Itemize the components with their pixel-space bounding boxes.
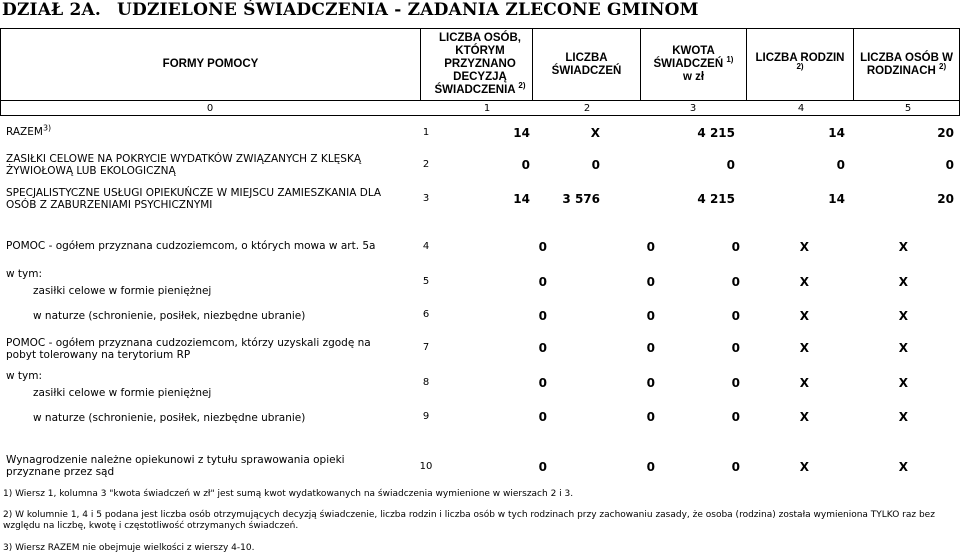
row7-col3: 0 bbox=[731, 341, 740, 355]
header-persons-count: LICZBA OSÓB, KTÓRYM PRZYZNANO DECYZJĄ ŚWIADCZENIA $^{2)}$ bbox=[434, 32, 526, 96]
row6-col5: X bbox=[898, 309, 908, 323]
column-number: 2 bbox=[583, 103, 591, 114]
row10-col5: X bbox=[898, 460, 908, 474]
row7-col4: X bbox=[799, 341, 809, 355]
row10-col4: X bbox=[799, 460, 809, 474]
section-number: DZIAŁ 2A. bbox=[2, 0, 102, 20]
row5-col3: 0 bbox=[731, 275, 740, 289]
footnote-2: 2) W kolumnie 1, 4 i 5 podana jest liczba osób otrzymujących decyzją świadczenie, liczba rodzin i liczba osób w tych rodzinach przy zachowaniu zasady, że osoba (rodzina) została wymieniona TYLKO raz bez względu na liczbę, kwotę i częstotliwość otrzymanych świadczeń. bbox=[3, 510, 935, 531]
row-label-in-kind: w naturze (schronienie, posiłek, niezbędne ubranie) bbox=[33, 310, 306, 322]
row9-col2: 0 bbox=[646, 410, 655, 424]
header-family-members-count: LICZBA OSÓB W RODZINACH $^{2)}$ bbox=[860, 51, 953, 77]
column-numbers-bottom-border bbox=[0, 115, 960, 116]
row-label-cash-allowance: zasiłki celowe w formie pieniężnej bbox=[33, 285, 212, 297]
row1-col4: 14 bbox=[828, 126, 845, 140]
row8-col2: 0 bbox=[646, 376, 655, 390]
header-forms-of-aid: FORMY POMOCY bbox=[162, 58, 259, 70]
row-label-total: RAZEM$^{3)}$ bbox=[6, 123, 52, 138]
column-number: 3 bbox=[689, 103, 697, 114]
row2-col4: 0 bbox=[836, 158, 845, 172]
row6-col3: 0 bbox=[731, 309, 740, 323]
header-benefits-amount: KWOTA ŚWIADCZEŃ $^{1)}$ w zł bbox=[653, 45, 734, 83]
row4-col4: X bbox=[799, 240, 809, 254]
row-prefix-including: w tym: bbox=[6, 268, 43, 280]
row8-col4: X bbox=[799, 376, 809, 390]
row-number: 1 bbox=[422, 127, 430, 138]
footnote-1: 1) Wiersz 1, kolumna 3 "kwota świadczeń w zł" jest sumą kwot wydatkowanych na świadczenia wymienione w wierszach 2 i 3. bbox=[3, 489, 574, 499]
header-benefits-count: LICZBA ŚWIADCZEŃ bbox=[551, 51, 622, 77]
row4-col5: X bbox=[898, 240, 908, 254]
row1-col1: 14 bbox=[513, 126, 530, 140]
row-number: 8 bbox=[422, 377, 430, 388]
row2-col5: 0 bbox=[945, 158, 954, 172]
row3-col3: 4 215 bbox=[697, 192, 735, 206]
row1-col3: 4 215 bbox=[697, 126, 735, 140]
row6-col1: 0 bbox=[538, 309, 547, 323]
row5-col2: 0 bbox=[646, 275, 655, 289]
row2-col3: 0 bbox=[726, 158, 735, 172]
header-families-count: LICZBA RODZIN $^{2)}$ bbox=[755, 51, 845, 71]
row-label-aid-foreigners-5a: POMOC - ogółem przyznana cudzoziemcom, o których mowa w art. 5a bbox=[6, 240, 376, 252]
row9-col1: 0 bbox=[538, 410, 547, 424]
row4-col1: 0 bbox=[538, 240, 547, 254]
column-number: 4 bbox=[797, 103, 805, 114]
row6-col2: 0 bbox=[646, 309, 655, 323]
row1-col5: 20 bbox=[937, 126, 954, 140]
row-number: 5 bbox=[422, 276, 430, 287]
row1-col2: X bbox=[590, 126, 600, 140]
section-heading: UDZIELONE ŚWIADCZENIA - ZADANIA ZLECONE GMINOM bbox=[117, 0, 699, 20]
row2-col1: 0 bbox=[521, 158, 530, 172]
row7-col5: X bbox=[898, 341, 908, 355]
row10-col2: 0 bbox=[646, 460, 655, 474]
row-label-in-kind: w naturze (schronienie, posiłek, niezbędne ubranie) bbox=[33, 412, 306, 424]
row3-col5: 20 bbox=[937, 192, 954, 206]
row-number: 7 bbox=[422, 342, 430, 353]
row-number: 10 bbox=[419, 461, 433, 472]
row8-col3: 0 bbox=[731, 376, 740, 390]
header-bottom-border bbox=[0, 100, 960, 101]
header-divider bbox=[420, 28, 421, 100]
row-number: 6 bbox=[422, 309, 430, 320]
row-label-aid-foreigners-tolerated: POMOC - ogółem przyznana cudzoziemcom, którzy uzyskali zgodę na pobyt tolerowany na terytorium RP bbox=[6, 337, 371, 361]
column-number: 1 bbox=[483, 103, 491, 114]
row-label-cash-allowance: zasiłki celowe w formie pieniężnej bbox=[33, 387, 212, 399]
row-number: 2 bbox=[422, 159, 430, 170]
row8-col1: 0 bbox=[538, 376, 547, 390]
row5-col4: X bbox=[799, 275, 809, 289]
row8-col5: X bbox=[898, 376, 908, 390]
section-title bbox=[2, 0, 699, 20]
row7-col2: 0 bbox=[646, 341, 655, 355]
row6-col4: X bbox=[799, 309, 809, 323]
row-label-guardian-remuneration: Wynagrodzenie należne opiekunowi z tytułu sprawowania opieki przyznane przez sąd bbox=[6, 454, 345, 478]
row3-col2: 3 576 bbox=[562, 192, 600, 206]
row9-col3: 0 bbox=[731, 410, 740, 424]
column-number: 0 bbox=[206, 103, 214, 114]
row3-col1: 14 bbox=[513, 192, 530, 206]
row4-col2: 0 bbox=[646, 240, 655, 254]
column-number: 5 bbox=[904, 103, 912, 114]
row-prefix-including: w tym: bbox=[6, 370, 43, 382]
row-number: 4 bbox=[422, 241, 430, 252]
row-number: 9 bbox=[422, 411, 430, 422]
row3-col4: 14 bbox=[828, 192, 845, 206]
row9-col4: X bbox=[799, 410, 809, 424]
row5-col5: X bbox=[898, 275, 908, 289]
row5-col1: 0 bbox=[538, 275, 547, 289]
row-number: 3 bbox=[422, 193, 430, 204]
row2-col2: 0 bbox=[591, 158, 600, 172]
footnote-3: 3) Wiersz RAZEM nie obejmuje wielkości z wierszy 4-10. bbox=[3, 543, 255, 553]
row-label-care-services: SPECJALISTYCZNE USŁUGI OPIEKUŃCZE W MIEJSCU ZAMIESZKANIA DLA OSÓB Z ZABURZENIAMI PSYCHICZNYMI bbox=[6, 187, 382, 211]
row7-col1: 0 bbox=[538, 341, 547, 355]
row4-col3: 0 bbox=[731, 240, 740, 254]
row-label-disaster-allowance: ZASIŁKI CELOWE NA POKRYCIE WYDATKÓW ZWIĄZANYCH Z KLĘSKĄ ŻYWIOŁOWĄ LUB EKOLOGICZNĄ bbox=[6, 153, 362, 177]
row9-col5: X bbox=[898, 410, 908, 424]
row10-col1: 0 bbox=[538, 460, 547, 474]
row10-col3: 0 bbox=[731, 460, 740, 474]
